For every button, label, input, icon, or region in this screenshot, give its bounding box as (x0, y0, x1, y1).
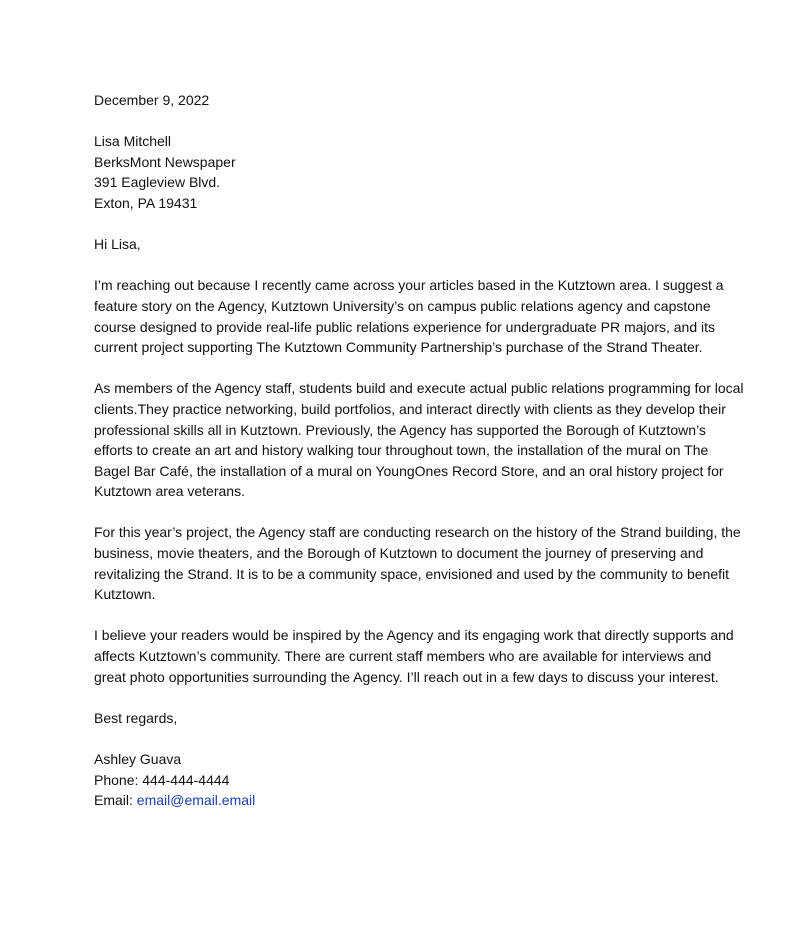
body-paragraph-1 (94, 275, 724, 357)
paragraph-line: affects Kutztown’s community. There are current staff members who are available for interviews and (94, 648, 712, 665)
paragraph-line: current project supporting The Kutztown Community Partnership’s purchase of the Strand Theater. (94, 339, 703, 356)
closing-text: Best regards, (94, 709, 178, 726)
paragraph-line: I’m reaching out because I recently came across your articles based in the Kutztown area. I suggest a (94, 277, 724, 294)
paragraph-line: professional skills all in Kutztown. Previously, the Agency has supported the Borough of Kutztown’s (94, 421, 706, 438)
recipient-organization: BerksMont Newspaper (94, 153, 236, 170)
email-link[interactable]: email@email.email (136, 792, 256, 809)
email-label: Email: (94, 792, 133, 809)
paragraph-line: Kutztown. (94, 586, 156, 603)
phone-label: Phone: (94, 771, 139, 788)
signature-name: Ashley Guava (94, 751, 182, 767)
date-text: December 9, 2022 (94, 92, 210, 108)
paragraph-line: clients.They practice networking, build portfolios, and interact directly with clients as they develop their (94, 400, 726, 417)
paragraph-line: course designed to provide real-life public relations experience for undergraduate PR majors, and its (94, 318, 716, 335)
signature-block (94, 749, 724, 811)
paragraph-line: I believe your readers would be inspired by the Agency and its engaging work that directly supports and (94, 627, 734, 644)
phone-number: 444-444-4444 (142, 771, 230, 788)
letter-date (94, 90, 724, 111)
recipient-city: Exton, PA 19431 (94, 194, 198, 211)
greeting (94, 234, 724, 255)
recipient-name: Lisa Mitchell (94, 133, 172, 150)
phone-line (94, 770, 724, 791)
paragraph-line: efforts to create an art and history walking tour throughout town, the installation of the mural on The (94, 442, 709, 459)
letter-page (94, 90, 744, 831)
paragraph-line: business, movie theaters, and the Borough of Kutztown to document the journey of preserving and (94, 545, 704, 562)
recipient-address-block (94, 131, 724, 213)
paragraph-line: For this year’s project, the Agency staff are conducting research on the history of the Strand building, the (94, 524, 741, 541)
paragraph-line: revitalizing the Strand. It is to be a community space, envisioned and used by the community to benefit (94, 565, 730, 582)
paragraph-line: Bagel Bar Café, the installation of a mural on YoungOnes Record Store, and an oral history project for (94, 462, 724, 479)
closing (94, 708, 724, 729)
body-paragraph-3 (94, 522, 741, 604)
email-line (94, 790, 724, 811)
greeting-text: Hi Lisa, (94, 236, 141, 253)
paragraph-line: feature story on the Agency, Kutztown University’s on campus public relations agency and capstone (94, 297, 711, 314)
recipient-street: 391 Eagleview Blvd. (94, 174, 221, 191)
body-paragraph-2 (94, 378, 744, 502)
paragraph-line: As members of the Agency staff, students build and execute actual public relations programming for local (94, 380, 744, 397)
body-paragraph-4 (94, 625, 734, 687)
paragraph-line: Kutztown area veterans. (94, 483, 245, 500)
paragraph-line: great photo opportunities surrounding the Agency. I’ll reach out in a few days to discuss your interest. (94, 668, 719, 685)
